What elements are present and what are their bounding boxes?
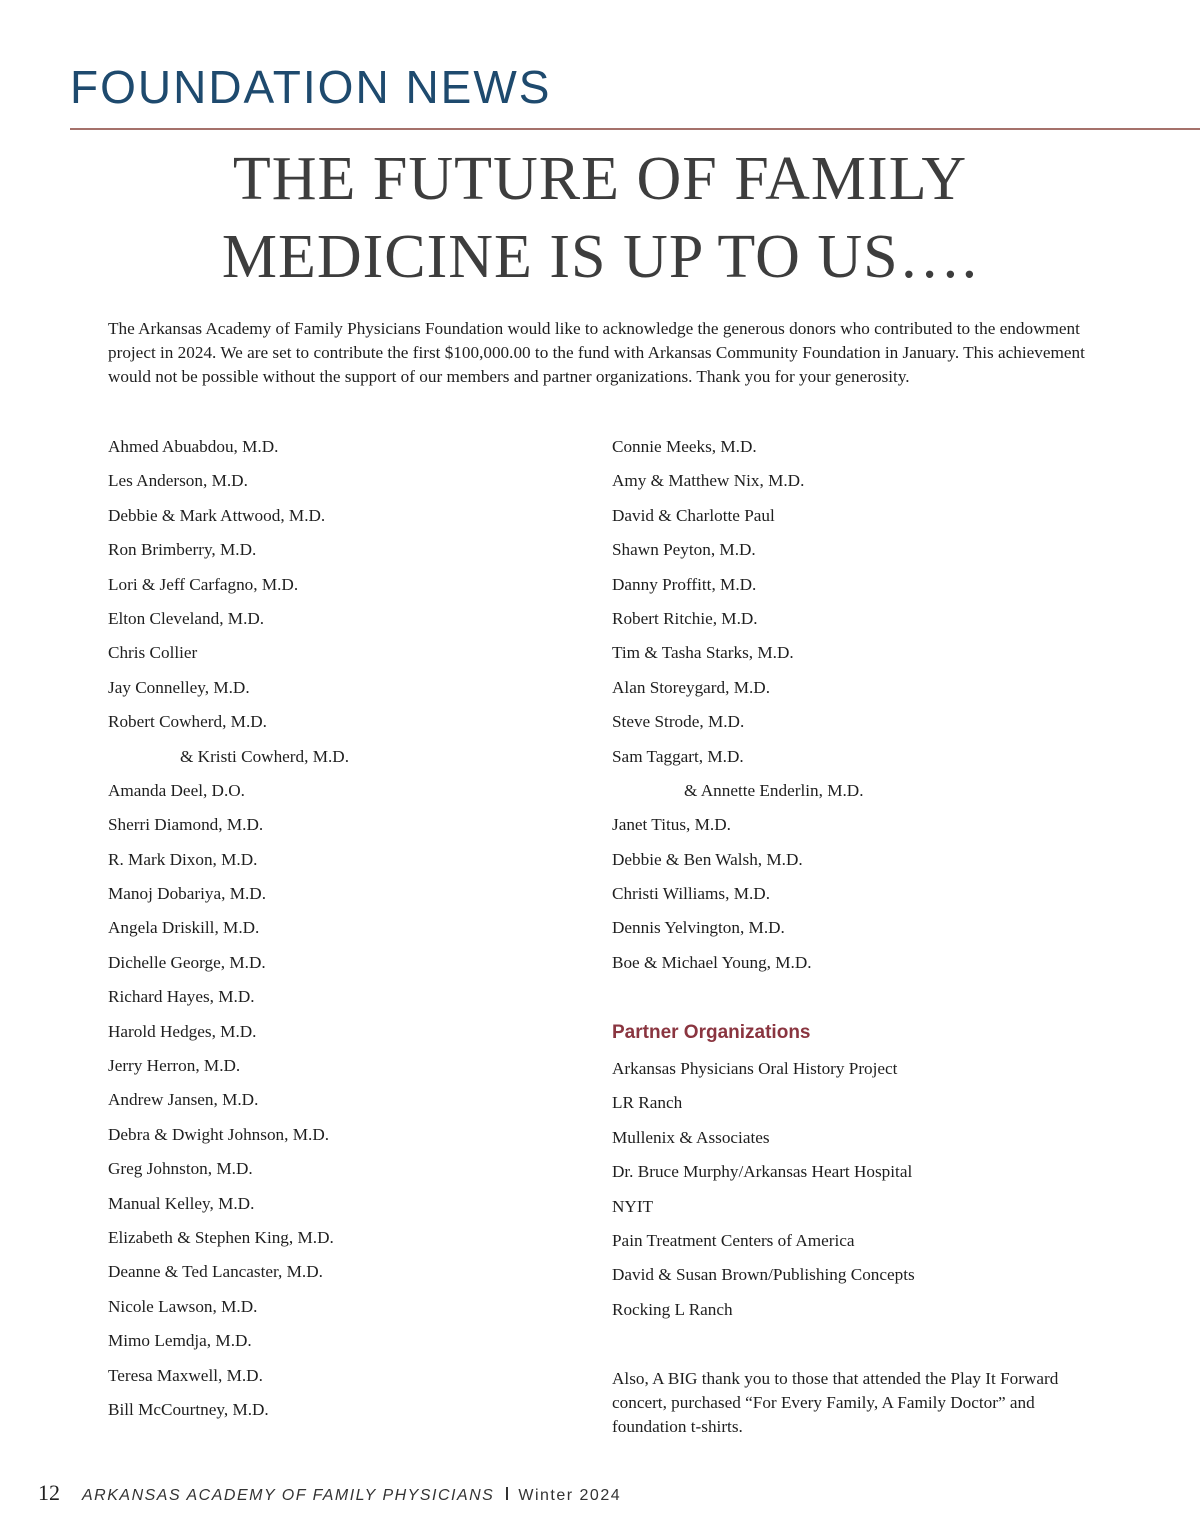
donor-item: Ron Brimberry, M.D. xyxy=(108,540,257,560)
headline xyxy=(0,140,1200,296)
donor-item: Elton Cleveland, M.D. xyxy=(108,608,265,628)
page-footer xyxy=(38,1480,621,1510)
donor-item: Deanne & Ted Lancaster, M.D. xyxy=(108,1262,323,1282)
partner-item: Mullenix & Associates xyxy=(612,1127,770,1147)
donor-item: Manual Kelley, M.D. xyxy=(108,1193,255,1213)
donor-item: Les Anderson, M.D. xyxy=(108,471,248,491)
donor-item: Debbie & Mark Attwood, M.D. xyxy=(108,505,326,525)
donor-list-right xyxy=(612,434,1172,984)
donor-item: Teresa Maxwell, M.D. xyxy=(108,1365,263,1385)
donor-list-left xyxy=(108,434,578,1431)
donor-item: Robert Ritchie, M.D. xyxy=(612,608,758,628)
donor-item: Janet Titus, M.D. xyxy=(612,815,731,835)
donor-item: Alan Storeygard, M.D. xyxy=(612,677,771,697)
intro-paragraph: The Arkansas Academy of Family Physicians Foundation would like to acknowledge the generous donors who contributed to the endowment project in 2024. We are set to contribute the first $100,000.00 to the fund with Arkansas Community Foundation in January. This achievement would not be possible without the support of our members and partner organizations. Thank you for your generosity. xyxy=(108,319,1085,386)
partner-item: NYIT xyxy=(612,1196,654,1216)
partner-item: Rocking L Ranch xyxy=(612,1299,733,1319)
partner-item: Dr. Bruce Murphy/Arkansas Heart Hospital xyxy=(612,1162,913,1182)
publication-name: ARKANSAS ACADEMY OF FAMILY PHYSICIANS xyxy=(82,1487,495,1504)
donor-item: Sam Taggart, M.D. xyxy=(612,746,744,766)
donor-item-continuation: & Annette Enderlin, M.D. xyxy=(684,780,864,800)
thank-you-note: Also, A BIG thank you to those that attended the Play It Forward concert, purchased “For Every Family, A Family Doctor” and foundation t-shirts. xyxy=(612,1369,1059,1436)
partner-organizations-heading: Partner Organizations xyxy=(612,1022,811,1043)
donor-item: Amy & Matthew Nix, M.D. xyxy=(612,471,805,491)
donor-item: Connie Meeks, M.D. xyxy=(612,437,757,456)
partner-item: LR Ranch xyxy=(612,1093,683,1113)
donor-item: Sherri Diamond, M.D. xyxy=(108,815,264,835)
donor-item: Harold Hedges, M.D. xyxy=(108,1021,257,1041)
footer-separator xyxy=(506,1487,508,1500)
donor-item: Shawn Peyton, M.D. xyxy=(612,540,756,560)
donor-item: Boe & Michael Young, M.D. xyxy=(612,952,812,972)
donor-item: Danny Proffitt, M.D. xyxy=(612,574,757,594)
donor-item: Christi Williams, M.D. xyxy=(612,884,770,904)
donor-item-continuation: & Kristi Cowherd, M.D. xyxy=(180,746,350,766)
issue-label: Winter 2024 xyxy=(518,1487,622,1504)
donor-item: Manoj Dobariya, M.D. xyxy=(108,884,267,904)
donor-item: Robert Cowherd, M.D. xyxy=(108,712,267,732)
partner-item: David & Susan Brown/Publishing Concepts xyxy=(612,1265,915,1285)
donor-item: R. Mark Dixon, M.D. xyxy=(108,849,258,869)
donor-item: Andrew Jansen, M.D. xyxy=(108,1090,259,1110)
donor-item: Nicole Lawson, M.D. xyxy=(108,1296,258,1316)
donor-item: Jay Connelley, M.D. xyxy=(108,677,250,697)
donor-item: Jerry Herron, M.D. xyxy=(108,1056,241,1076)
partner-item: Arkansas Physicians Oral History Project xyxy=(612,1059,898,1078)
page-number: 12 xyxy=(38,1480,60,1505)
donor-item: Richard Hayes, M.D. xyxy=(108,987,255,1007)
donor-item: Debra & Dwight Johnson, M.D. xyxy=(108,1124,330,1144)
section-divider xyxy=(70,128,1200,130)
headline-line-2: MEDICINE IS UP TO US…. xyxy=(221,223,979,291)
donor-item: David & Charlotte Paul xyxy=(612,505,775,525)
donor-item: Ahmed Abuabdou, M.D. xyxy=(108,437,279,456)
donor-item: Lori & Jeff Carfagno, M.D. xyxy=(108,574,299,594)
section-title: FOUNDATION NEWS xyxy=(70,61,552,113)
donor-item: Tim & Tasha Starks, M.D. xyxy=(612,643,794,663)
donor-item: Chris Collier xyxy=(108,643,198,663)
donor-item: Angela Driskill, M.D. xyxy=(108,918,260,938)
donor-item: Bill McCourtney, M.D. xyxy=(108,1399,269,1419)
partner-item: Pain Treatment Centers of America xyxy=(612,1230,855,1250)
donor-item: Amanda Deel, D.O. xyxy=(108,780,245,800)
donor-item: Elizabeth & Stephen King, M.D. xyxy=(108,1227,334,1247)
partner-list xyxy=(612,1056,1172,1331)
donor-item: Dichelle George, M.D. xyxy=(108,952,266,972)
donor-item: Debbie & Ben Walsh, M.D. xyxy=(612,849,803,869)
donor-item: Dennis Yelvington, M.D. xyxy=(612,918,785,938)
donor-item: Mimo Lemdja, M.D. xyxy=(108,1331,252,1351)
donor-item: Greg Johnston, M.D. xyxy=(108,1159,253,1179)
donor-item: Steve Strode, M.D. xyxy=(612,712,745,732)
headline-line-1: THE FUTURE OF FAMILY xyxy=(232,145,968,213)
